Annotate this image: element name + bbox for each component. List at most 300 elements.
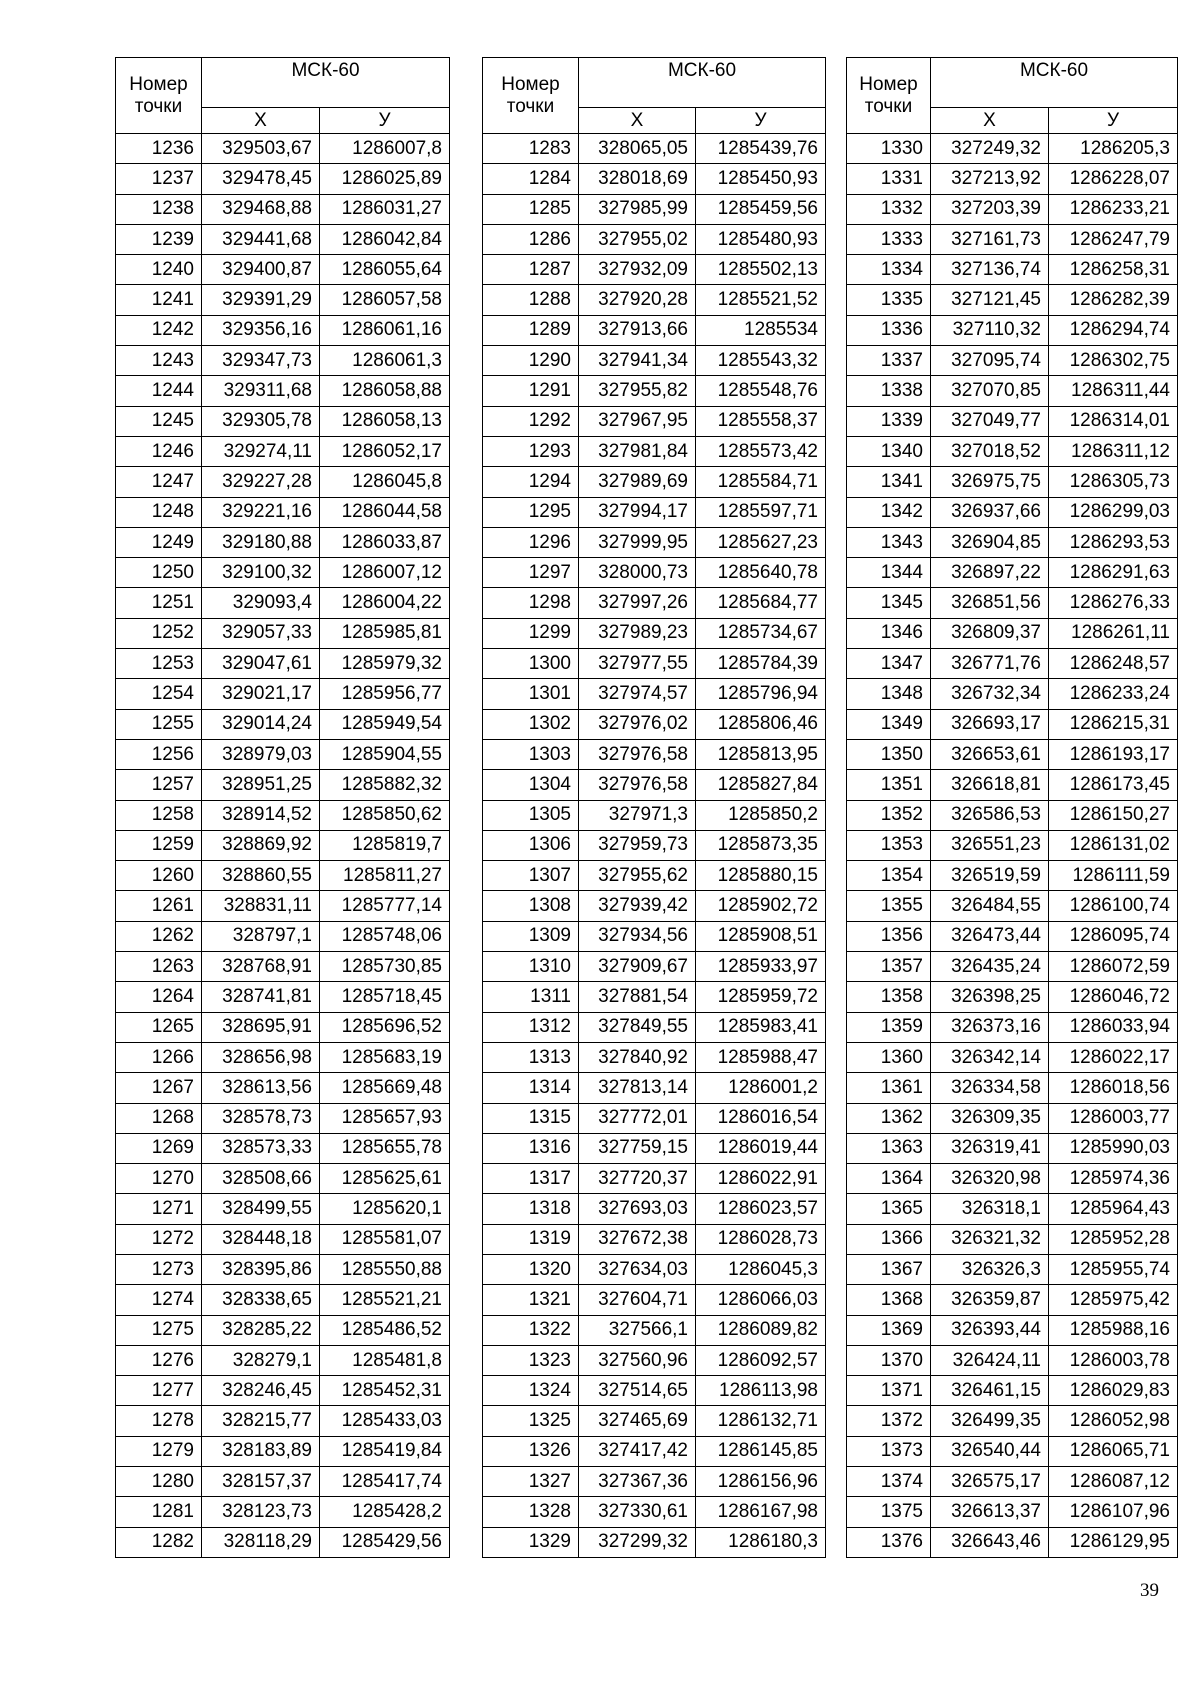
x-coordinate-cell: 328157,37 bbox=[202, 1467, 320, 1497]
y-coordinate-cell: 1285429,56 bbox=[320, 1527, 450, 1557]
x-coordinate-cell: 328951,25 bbox=[202, 770, 320, 800]
table-row bbox=[116, 376, 450, 406]
table-row bbox=[847, 436, 1178, 466]
x-coordinate-cell: 326653,61 bbox=[931, 739, 1049, 769]
point-number-cell: 1359 bbox=[847, 1012, 931, 1042]
x-coordinate-cell: 329400,87 bbox=[202, 255, 320, 285]
table-row bbox=[847, 164, 1178, 194]
x-coordinate-cell: 326484,55 bbox=[931, 891, 1049, 921]
table-row bbox=[116, 406, 450, 436]
point-number-cell: 1277 bbox=[116, 1376, 202, 1406]
x-coordinate-cell: 328768,91 bbox=[202, 952, 320, 982]
x-coordinate-cell: 329305,78 bbox=[202, 406, 320, 436]
point-number-cell: 1333 bbox=[847, 224, 931, 254]
x-coordinate-cell: 327634,03 bbox=[579, 1254, 696, 1284]
point-number-cell: 1252 bbox=[116, 618, 202, 648]
point-number-cell: 1259 bbox=[116, 830, 202, 860]
point-number-cell: 1275 bbox=[116, 1315, 202, 1345]
table-row bbox=[483, 467, 826, 497]
point-number-cell: 1236 bbox=[116, 134, 202, 164]
table-row bbox=[847, 315, 1178, 345]
table-body bbox=[847, 134, 1178, 1558]
table-row bbox=[116, 1376, 450, 1406]
table-row bbox=[483, 1254, 826, 1284]
x-coordinate-cell: 327514,65 bbox=[579, 1376, 696, 1406]
point-number-cell: 1332 bbox=[847, 194, 931, 224]
y-coordinate-cell: 1286291,63 bbox=[1049, 558, 1178, 588]
y-coordinate-cell: 1286129,95 bbox=[1049, 1527, 1178, 1557]
table-row bbox=[847, 891, 1178, 921]
x-coordinate-cell: 326461,15 bbox=[931, 1376, 1049, 1406]
y-coordinate-cell: 1285683,19 bbox=[320, 1042, 450, 1072]
point-number-cell: 1328 bbox=[483, 1497, 579, 1527]
table-row bbox=[483, 1527, 826, 1557]
x-coordinate-cell: 328123,73 bbox=[202, 1497, 320, 1527]
table-row bbox=[847, 558, 1178, 588]
x-coordinate-cell: 329468,88 bbox=[202, 194, 320, 224]
y-coordinate-cell: 1285983,41 bbox=[696, 1012, 826, 1042]
table-row bbox=[847, 1315, 1178, 1345]
x-coordinate-cell: 327299,32 bbox=[579, 1527, 696, 1557]
point-number-cell: 1284 bbox=[483, 164, 579, 194]
y-coordinate-cell: 1285904,55 bbox=[320, 739, 450, 769]
y-coordinate-cell: 1286145,85 bbox=[696, 1436, 826, 1466]
y-coordinate-cell: 1285548,76 bbox=[696, 376, 826, 406]
y-coordinate-cell: 1285949,54 bbox=[320, 709, 450, 739]
table-row bbox=[483, 1164, 826, 1194]
point-number-cell: 1241 bbox=[116, 285, 202, 315]
x-coordinate-cell: 327720,37 bbox=[579, 1164, 696, 1194]
table-row bbox=[483, 436, 826, 466]
table-row bbox=[483, 346, 826, 376]
table-row bbox=[847, 1497, 1178, 1527]
y-coordinate-cell: 1286044,58 bbox=[320, 497, 450, 527]
table-row bbox=[116, 1012, 450, 1042]
table-row bbox=[116, 1315, 450, 1345]
y-coordinate-cell: 1286001,2 bbox=[696, 1073, 826, 1103]
x-coordinate-cell: 327967,95 bbox=[579, 406, 696, 436]
x-coordinate-cell: 328860,55 bbox=[202, 861, 320, 891]
x-coordinate-cell: 327985,99 bbox=[579, 194, 696, 224]
table-row bbox=[483, 679, 826, 709]
coordinate-system-header: МСК-60 bbox=[931, 58, 1178, 108]
y-coordinate-cell: 1285620,1 bbox=[320, 1194, 450, 1224]
point-number-cell: 1343 bbox=[847, 527, 931, 557]
table-row bbox=[483, 982, 826, 1012]
x-coordinate-cell: 326904,85 bbox=[931, 527, 1049, 557]
point-number-cell: 1305 bbox=[483, 800, 579, 830]
point-number-cell: 1271 bbox=[116, 1194, 202, 1224]
table-row bbox=[116, 739, 450, 769]
y-coordinate-cell: 1285521,21 bbox=[320, 1285, 450, 1315]
x-coordinate-cell: 326318,1 bbox=[931, 1194, 1049, 1224]
point-number-cell: 1266 bbox=[116, 1042, 202, 1072]
x-coordinate-cell: 326693,17 bbox=[931, 709, 1049, 739]
table-row bbox=[847, 1224, 1178, 1254]
x-coordinate-cell: 326613,37 bbox=[931, 1497, 1049, 1527]
table-row bbox=[483, 739, 826, 769]
table-row bbox=[116, 1527, 450, 1557]
x-coordinate-cell: 327110,32 bbox=[931, 315, 1049, 345]
point-number-cell: 1353 bbox=[847, 830, 931, 860]
y-coordinate-cell: 1286132,71 bbox=[696, 1406, 826, 1436]
x-coordinate-cell: 327989,23 bbox=[579, 618, 696, 648]
y-coordinate-cell: 1286305,73 bbox=[1049, 467, 1178, 497]
point-number-cell: 1298 bbox=[483, 588, 579, 618]
point-number-cell: 1262 bbox=[116, 921, 202, 951]
point-number-cell: 1327 bbox=[483, 1467, 579, 1497]
x-coordinate-cell: 328613,56 bbox=[202, 1073, 320, 1103]
table-row bbox=[847, 224, 1178, 254]
y-coordinate-cell: 1286294,74 bbox=[1049, 315, 1178, 345]
table-row bbox=[116, 1103, 450, 1133]
point-number-cell: 1270 bbox=[116, 1164, 202, 1194]
x-coordinate-cell: 329093,4 bbox=[202, 588, 320, 618]
table-row bbox=[116, 1497, 450, 1527]
x-coordinate-cell: 327203,39 bbox=[931, 194, 1049, 224]
x-coordinate-cell: 328285,22 bbox=[202, 1315, 320, 1345]
x-coordinate-cell: 326424,11 bbox=[931, 1345, 1049, 1375]
y-coordinate-cell: 1286033,87 bbox=[320, 527, 450, 557]
y-coordinate-cell: 1285959,72 bbox=[696, 982, 826, 1012]
x-coordinate-cell: 327840,92 bbox=[579, 1042, 696, 1072]
y-coordinate-cell: 1286066,03 bbox=[696, 1285, 826, 1315]
y-coordinate-cell: 1286023,57 bbox=[696, 1194, 826, 1224]
x-coordinate-cell: 327909,67 bbox=[579, 952, 696, 982]
point-number-cell: 1279 bbox=[116, 1436, 202, 1466]
x-coordinate-cell: 326473,44 bbox=[931, 921, 1049, 951]
table-row bbox=[483, 134, 826, 164]
y-coordinate-cell: 1286016,54 bbox=[696, 1103, 826, 1133]
y-coordinate-cell: 1285819,7 bbox=[320, 830, 450, 860]
point-number-cell: 1364 bbox=[847, 1164, 931, 1194]
y-coordinate-cell: 1286299,03 bbox=[1049, 497, 1178, 527]
point-number-cell: 1307 bbox=[483, 861, 579, 891]
table-row bbox=[847, 527, 1178, 557]
x-coordinate-cell: 327976,58 bbox=[579, 739, 696, 769]
point-number-cell: 1256 bbox=[116, 739, 202, 769]
point-number-cell: 1340 bbox=[847, 436, 931, 466]
x-coordinate-cell: 326618,81 bbox=[931, 770, 1049, 800]
y-coordinate-cell: 1286029,83 bbox=[1049, 1376, 1178, 1406]
y-coordinate-cell: 1286092,57 bbox=[696, 1345, 826, 1375]
point-number-cell: 1356 bbox=[847, 921, 931, 951]
table-row bbox=[116, 558, 450, 588]
table-row bbox=[116, 649, 450, 679]
y-coordinate-cell: 1285956,77 bbox=[320, 679, 450, 709]
point-number-cell: 1331 bbox=[847, 164, 931, 194]
y-coordinate-cell: 1285696,52 bbox=[320, 1012, 450, 1042]
x-coordinate-cell: 327417,42 bbox=[579, 1436, 696, 1466]
x-coordinate-cell: 327367,36 bbox=[579, 1467, 696, 1497]
table-row bbox=[847, 861, 1178, 891]
y-coordinate-cell: 1286031,27 bbox=[320, 194, 450, 224]
point-number-cell: 1278 bbox=[116, 1406, 202, 1436]
point-number-cell: 1319 bbox=[483, 1224, 579, 1254]
x-coordinate-cell: 326334,58 bbox=[931, 1073, 1049, 1103]
point-number-cell: 1243 bbox=[116, 346, 202, 376]
x-coordinate-cell: 327941,34 bbox=[579, 346, 696, 376]
y-coordinate-cell: 1286293,53 bbox=[1049, 527, 1178, 557]
y-coordinate-cell: 1286258,31 bbox=[1049, 255, 1178, 285]
y-coordinate-cell: 1286022,91 bbox=[696, 1164, 826, 1194]
y-coordinate-cell: 1285873,35 bbox=[696, 830, 826, 860]
y-coordinate-cell: 1285581,07 bbox=[320, 1224, 450, 1254]
y-coordinate-cell: 1286233,24 bbox=[1049, 679, 1178, 709]
x-coordinate-cell: 328018,69 bbox=[579, 164, 696, 194]
y-coordinate-cell: 1285433,03 bbox=[320, 1406, 450, 1436]
point-number-cell: 1344 bbox=[847, 558, 931, 588]
x-coordinate-cell: 328448,18 bbox=[202, 1224, 320, 1254]
point-number-cell: 1312 bbox=[483, 1012, 579, 1042]
point-number-cell: 1269 bbox=[116, 1133, 202, 1163]
y-coordinate-cell: 1285597,71 bbox=[696, 497, 826, 527]
x-coordinate-cell: 328573,33 bbox=[202, 1133, 320, 1163]
point-number-cell: 1264 bbox=[116, 982, 202, 1012]
y-coordinate-cell: 1285459,56 bbox=[696, 194, 826, 224]
table-row bbox=[483, 952, 826, 982]
point-number-cell: 1250 bbox=[116, 558, 202, 588]
table-row bbox=[847, 709, 1178, 739]
table-row bbox=[116, 1467, 450, 1497]
y-coordinate-cell: 1286311,44 bbox=[1049, 376, 1178, 406]
table-row bbox=[847, 1436, 1178, 1466]
coordinates-table-3 bbox=[846, 57, 1178, 1558]
x-coordinate-cell: 327849,55 bbox=[579, 1012, 696, 1042]
table-row bbox=[483, 224, 826, 254]
table-row bbox=[847, 285, 1178, 315]
x-coordinate-cell: 326359,87 bbox=[931, 1285, 1049, 1315]
point-number-cell: 1260 bbox=[116, 861, 202, 891]
x-coordinate-cell: 327932,09 bbox=[579, 255, 696, 285]
table-row bbox=[116, 1345, 450, 1375]
y-coordinate-cell: 1286167,98 bbox=[696, 1497, 826, 1527]
y-coordinate-cell: 1286003,78 bbox=[1049, 1345, 1178, 1375]
x-coordinate-cell: 326575,17 bbox=[931, 1467, 1049, 1497]
table-row bbox=[483, 1406, 826, 1436]
x-coordinate-cell: 327955,82 bbox=[579, 376, 696, 406]
y-coordinate-cell: 1286276,33 bbox=[1049, 588, 1178, 618]
table-row bbox=[116, 921, 450, 951]
table-row bbox=[116, 679, 450, 709]
x-coordinate-cell: 327018,52 bbox=[931, 436, 1049, 466]
point-number-cell: 1292 bbox=[483, 406, 579, 436]
x-coordinate-cell: 327161,73 bbox=[931, 224, 1049, 254]
x-coordinate-cell: 327959,73 bbox=[579, 830, 696, 860]
table-row bbox=[483, 194, 826, 224]
x-coordinate-cell: 327566,1 bbox=[579, 1315, 696, 1345]
point-number-cell: 1368 bbox=[847, 1285, 931, 1315]
coordinates-table-1 bbox=[115, 57, 450, 1558]
point-number-cell: 1321 bbox=[483, 1285, 579, 1315]
coordinate-system-header: МСК-60 bbox=[579, 58, 826, 108]
x-coordinate-cell: 329021,17 bbox=[202, 679, 320, 709]
x-header: X bbox=[202, 108, 320, 134]
y-coordinate-cell: 1286261,11 bbox=[1049, 618, 1178, 648]
table-row bbox=[116, 346, 450, 376]
point-number-cell: 1286 bbox=[483, 224, 579, 254]
x-header: X bbox=[931, 108, 1049, 134]
x-coordinate-cell: 326551,23 bbox=[931, 830, 1049, 860]
y-coordinate-cell: 1286022,17 bbox=[1049, 1042, 1178, 1072]
x-coordinate-cell: 327971,3 bbox=[579, 800, 696, 830]
table-row bbox=[483, 891, 826, 921]
x-coordinate-cell: 326320,98 bbox=[931, 1164, 1049, 1194]
y-coordinate-cell: 1285979,32 bbox=[320, 649, 450, 679]
y-coordinate-cell: 1286111,59 bbox=[1049, 861, 1178, 891]
page-number: 39 bbox=[1140, 1580, 1159, 1601]
table-row bbox=[483, 255, 826, 285]
x-coordinate-cell: 329227,28 bbox=[202, 467, 320, 497]
y-coordinate-cell: 1286061,3 bbox=[320, 346, 450, 376]
x-coordinate-cell: 329347,73 bbox=[202, 346, 320, 376]
table-row bbox=[847, 1285, 1178, 1315]
x-coordinate-cell: 328741,81 bbox=[202, 982, 320, 1012]
y-coordinate-cell: 1286173,45 bbox=[1049, 770, 1178, 800]
x-coordinate-cell: 329047,61 bbox=[202, 649, 320, 679]
x-coordinate-cell: 329441,68 bbox=[202, 224, 320, 254]
table-row bbox=[116, 1254, 450, 1284]
point-number-cell: 1350 bbox=[847, 739, 931, 769]
y-coordinate-cell: 1286215,31 bbox=[1049, 709, 1178, 739]
x-coordinate-cell: 326309,35 bbox=[931, 1103, 1049, 1133]
x-coordinate-cell: 327999,95 bbox=[579, 527, 696, 557]
x-coordinate-cell: 327955,62 bbox=[579, 861, 696, 891]
x-coordinate-cell: 327994,17 bbox=[579, 497, 696, 527]
table-row bbox=[483, 1042, 826, 1072]
point-number-cell: 1246 bbox=[116, 436, 202, 466]
y-coordinate-cell: 1286058,88 bbox=[320, 376, 450, 406]
y-coordinate-cell: 1286025,89 bbox=[320, 164, 450, 194]
x-coordinate-cell: 327049,77 bbox=[931, 406, 1049, 436]
table-row bbox=[847, 1527, 1178, 1557]
y-coordinate-cell: 1285902,72 bbox=[696, 891, 826, 921]
y-coordinate-cell: 1286007,8 bbox=[320, 134, 450, 164]
point-number-cell: 1240 bbox=[116, 255, 202, 285]
y-coordinate-cell: 1285985,81 bbox=[320, 618, 450, 648]
point-number-cell: 1374 bbox=[847, 1467, 931, 1497]
table-row bbox=[116, 830, 450, 860]
table-row bbox=[116, 1164, 450, 1194]
point-number-cell: 1357 bbox=[847, 952, 931, 982]
point-number-cell: 1247 bbox=[116, 467, 202, 497]
point-number-cell: 1237 bbox=[116, 164, 202, 194]
point-number-cell: 1351 bbox=[847, 770, 931, 800]
point-number-cell: 1370 bbox=[847, 1345, 931, 1375]
coordinate-system-header: МСК-60 bbox=[202, 58, 450, 108]
x-coordinate-cell: 327981,84 bbox=[579, 436, 696, 466]
y-coordinate-cell: 1286052,98 bbox=[1049, 1406, 1178, 1436]
y-coordinate-cell: 1285850,2 bbox=[696, 800, 826, 830]
x-coordinate-cell: 328000,73 bbox=[579, 558, 696, 588]
point-number-cell: 1263 bbox=[116, 952, 202, 982]
y-coordinate-cell: 1286045,3 bbox=[696, 1254, 826, 1284]
x-coordinate-cell: 326937,66 bbox=[931, 497, 1049, 527]
y-coordinate-cell: 1285657,93 bbox=[320, 1103, 450, 1133]
y-coordinate-cell: 1286311,12 bbox=[1049, 436, 1178, 466]
table-row bbox=[483, 1436, 826, 1466]
x-coordinate-cell: 327121,45 bbox=[931, 285, 1049, 315]
table-row bbox=[116, 224, 450, 254]
x-coordinate-cell: 328797,1 bbox=[202, 921, 320, 951]
table-row bbox=[116, 497, 450, 527]
y-coordinate-cell: 1285521,52 bbox=[696, 285, 826, 315]
table-row bbox=[116, 982, 450, 1012]
table-row bbox=[116, 952, 450, 982]
point-number-cell: 1249 bbox=[116, 527, 202, 557]
y-coordinate-cell: 1286087,12 bbox=[1049, 1467, 1178, 1497]
table-row bbox=[847, 134, 1178, 164]
table-row bbox=[483, 527, 826, 557]
point-number-cell: 1239 bbox=[116, 224, 202, 254]
point-number-cell: 1371 bbox=[847, 1376, 931, 1406]
x-coordinate-cell: 326540,44 bbox=[931, 1436, 1049, 1466]
point-number-cell: 1367 bbox=[847, 1254, 931, 1284]
table-row bbox=[847, 1012, 1178, 1042]
y-coordinate-cell: 1286045,8 bbox=[320, 467, 450, 497]
x-coordinate-cell: 327095,74 bbox=[931, 346, 1049, 376]
x-coordinate-cell: 327136,74 bbox=[931, 255, 1049, 285]
point-number-cell: 1326 bbox=[483, 1436, 579, 1466]
x-coordinate-cell: 329100,32 bbox=[202, 558, 320, 588]
table-row bbox=[483, 709, 826, 739]
point-number-cell: 1316 bbox=[483, 1133, 579, 1163]
y-coordinate-cell: 1286055,64 bbox=[320, 255, 450, 285]
table-row bbox=[116, 588, 450, 618]
table-row bbox=[483, 558, 826, 588]
point-number-cell: 1291 bbox=[483, 376, 579, 406]
table-row bbox=[483, 830, 826, 860]
x-coordinate-cell: 329221,16 bbox=[202, 497, 320, 527]
y-coordinate-cell: 1285952,28 bbox=[1049, 1224, 1178, 1254]
point-number-cell: 1283 bbox=[483, 134, 579, 164]
x-coordinate-cell: 326499,35 bbox=[931, 1406, 1049, 1436]
y-coordinate-cell: 1285481,8 bbox=[320, 1345, 450, 1375]
point-number-cell: 1268 bbox=[116, 1103, 202, 1133]
y-coordinate-cell: 1285419,84 bbox=[320, 1436, 450, 1466]
point-number-cell: 1317 bbox=[483, 1164, 579, 1194]
y-coordinate-cell: 1285964,43 bbox=[1049, 1194, 1178, 1224]
y-coordinate-cell: 1286046,72 bbox=[1049, 982, 1178, 1012]
point-number-cell: 1280 bbox=[116, 1467, 202, 1497]
y-coordinate-cell: 1286042,84 bbox=[320, 224, 450, 254]
x-coordinate-cell: 327881,54 bbox=[579, 982, 696, 1012]
point-number-header: Номер точки bbox=[847, 58, 931, 134]
point-number-cell: 1325 bbox=[483, 1406, 579, 1436]
point-number-cell: 1281 bbox=[116, 1497, 202, 1527]
point-number-cell: 1308 bbox=[483, 891, 579, 921]
y-coordinate-cell: 1286072,59 bbox=[1049, 952, 1178, 982]
point-number-cell: 1299 bbox=[483, 618, 579, 648]
x-coordinate-cell: 327759,15 bbox=[579, 1133, 696, 1163]
y-coordinate-cell: 1285584,71 bbox=[696, 467, 826, 497]
point-number-cell: 1267 bbox=[116, 1073, 202, 1103]
x-header: X bbox=[579, 108, 696, 134]
table-row bbox=[483, 1315, 826, 1345]
x-coordinate-cell: 327070,85 bbox=[931, 376, 1049, 406]
point-number-cell: 1293 bbox=[483, 436, 579, 466]
table-row bbox=[116, 285, 450, 315]
x-coordinate-cell: 327330,61 bbox=[579, 1497, 696, 1527]
point-number-cell: 1254 bbox=[116, 679, 202, 709]
point-number-cell: 1376 bbox=[847, 1527, 931, 1557]
y-coordinate-cell: 1285730,85 bbox=[320, 952, 450, 982]
table-row bbox=[483, 770, 826, 800]
point-number-cell: 1296 bbox=[483, 527, 579, 557]
point-number-cell: 1318 bbox=[483, 1194, 579, 1224]
point-number-cell: 1274 bbox=[116, 1285, 202, 1315]
table-row bbox=[483, 315, 826, 345]
